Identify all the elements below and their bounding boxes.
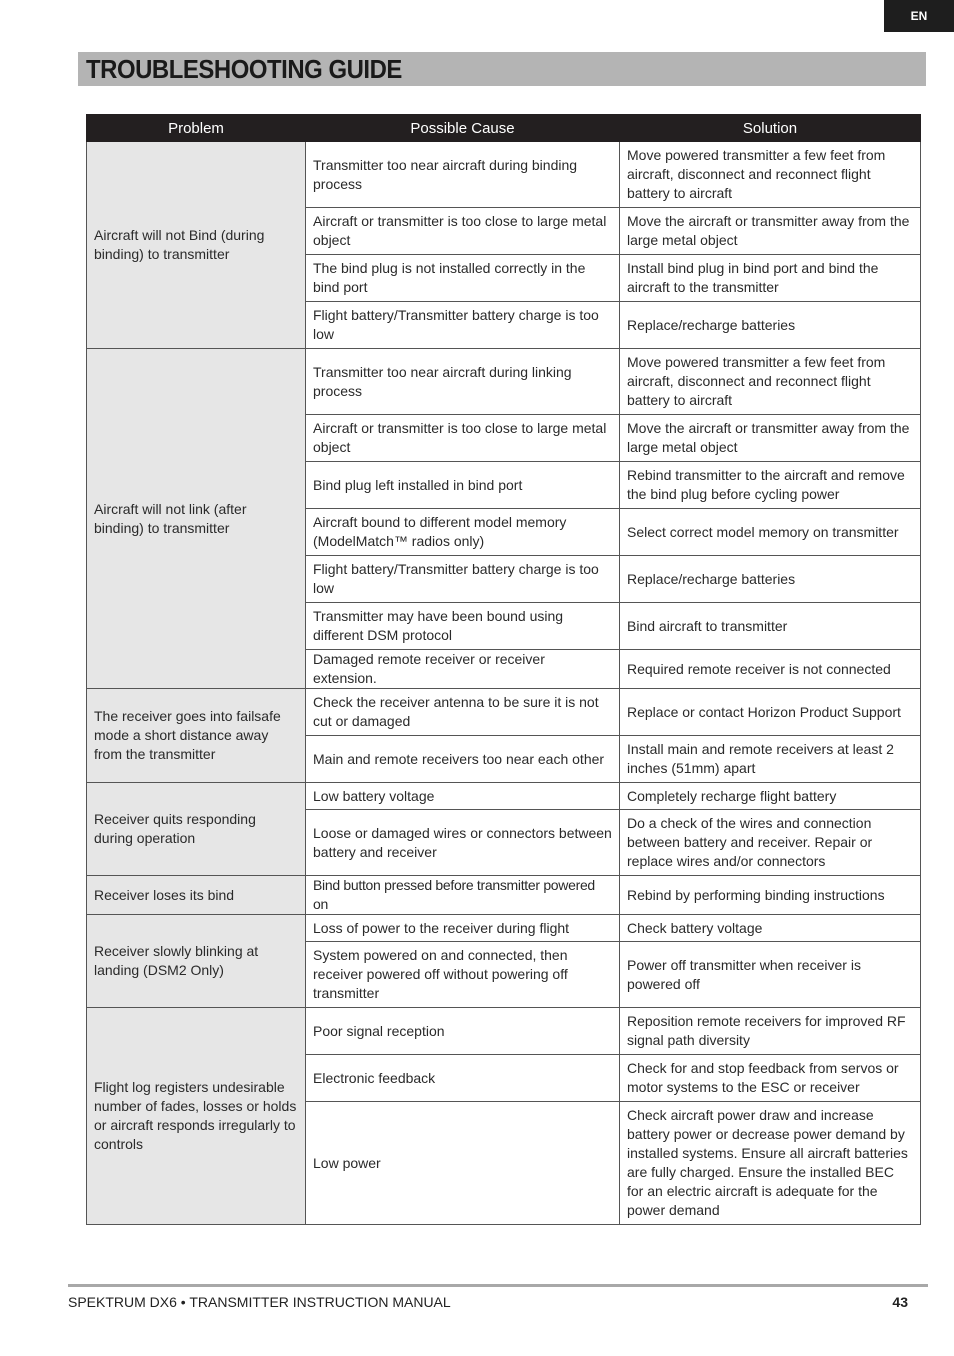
cause-cell: Transmitter too near aircraft during linking process [306, 349, 620, 415]
page-title: TROUBLESHOOTING GUIDE [86, 53, 402, 84]
cause-cell: Check the receiver antenna to be sure it is not cut or damaged [306, 689, 620, 736]
table-row [87, 876, 921, 915]
cause-cell: Transmitter may have been bound using different DSM protocol [306, 603, 620, 650]
solution-cell: Bind aircraft to transmitter [620, 603, 921, 650]
solution-cell: Move the aircraft or transmitter away from the large metal object [620, 208, 921, 255]
header-possible-cause: Possible Cause [306, 115, 620, 142]
solution-cell: Check battery voltage [620, 915, 921, 942]
solution-cell: Move powered transmitter a few feet from aircraft, disconnect and reconnect flight battery to aircraft [620, 142, 921, 208]
troubleshooting-table [86, 114, 921, 1225]
problem-cell: Receiver slowly blinking at landing (DSM2 Only) [87, 915, 306, 1008]
cause-cell: Bind button pressed before transmitter powered on [306, 876, 620, 915]
page-number: 43 [892, 1294, 908, 1310]
cause-cell: Aircraft bound to different model memory (ModelMatch™ radios only) [306, 509, 620, 556]
solution-cell: Required remote receiver is not connected [620, 650, 921, 689]
cause-cell: Transmitter too near aircraft during binding process [306, 142, 620, 208]
solution-cell: Check for and stop feedback from servos or motor systems to the ESC or receiver [620, 1055, 921, 1102]
problem-cell: Receiver quits responding during operation [87, 783, 306, 876]
table-row [87, 1008, 921, 1055]
header-problem: Problem [87, 115, 306, 142]
cause-cell: Flight battery/Transmitter battery charge is too low [306, 556, 620, 603]
problem-cell: Aircraft will not link (after binding) to transmitter [87, 349, 306, 689]
cause-cell: Electronic feedback [306, 1055, 620, 1102]
cause-cell: Loose or damaged wires or connectors between battery and receiver [306, 810, 620, 876]
solution-cell: Move powered transmitter a few feet from aircraft, disconnect and reconnect flight battery to aircraft [620, 349, 921, 415]
solution-cell: Rebind transmitter to the aircraft and remove the bind plug before cycling power [620, 462, 921, 509]
solution-cell: Replace/recharge batteries [620, 302, 921, 349]
solution-cell: Move the aircraft or transmitter away from the large metal object [620, 415, 921, 462]
solution-cell: Install main and remote receivers at least 2 inches (51mm) apart [620, 736, 921, 783]
table-row [87, 915, 921, 942]
solution-cell: Replace/recharge batteries [620, 556, 921, 603]
problem-cell: The receiver goes into failsafe mode a short distance away from the transmitter [87, 689, 306, 783]
table-row [87, 142, 921, 208]
header-solution: Solution [620, 115, 921, 142]
solution-cell: Completely recharge flight battery [620, 783, 921, 810]
problem-cell: Aircraft will not Bind (during binding) to transmitter [87, 142, 306, 349]
cause-cell: Aircraft or transmitter is too close to large metal object [306, 208, 620, 255]
title-bar [78, 52, 926, 86]
table-row [87, 349, 921, 415]
problem-cell: Flight log registers undesirable number of fades, losses or holds or aircraft responds irregularly to controls [87, 1008, 306, 1225]
cause-cell: Loss of power to the receiver during flight [306, 915, 620, 942]
solution-cell: Select correct model memory on transmitter [620, 509, 921, 556]
solution-cell: Rebind by performing binding instructions [620, 876, 921, 915]
solution-cell: Install bind plug in bind port and bind the aircraft to the transmitter [620, 255, 921, 302]
cause-cell: System powered on and connected, then receiver powered off without powering off transmitter [306, 942, 620, 1008]
cause-cell: Flight battery/Transmitter battery charge is too low [306, 302, 620, 349]
solution-cell: Check aircraft power draw and increase battery power or decrease power demand by installed systems. Ensure all aircraft batteries are fully charged. Ensure the installed BEC for an electric aircraft is adequate for the power demand [620, 1102, 921, 1225]
cause-cell: Aircraft or transmitter is too close to large metal object [306, 415, 620, 462]
solution-cell: Reposition remote receivers for improved RF signal path diversity [620, 1008, 921, 1055]
table-header-row [87, 115, 921, 142]
footer-divider [68, 1284, 928, 1287]
cause-cell: Main and remote receivers too near each other [306, 736, 620, 783]
table-row [87, 689, 921, 736]
cause-cell: The bind plug is not installed correctly in the bind port [306, 255, 620, 302]
cause-cell: Low power [306, 1102, 620, 1225]
solution-cell: Replace or contact Horizon Product Support [620, 689, 921, 736]
table-row [87, 783, 921, 810]
solution-cell: Do a check of the wires and connection between battery and receiver. Repair or replace wires and/or connectors [620, 810, 921, 876]
cause-cell: Bind plug left installed in bind port [306, 462, 620, 509]
language-tab: EN [884, 0, 954, 32]
problem-cell: Receiver loses its bind [87, 876, 306, 915]
cause-cell: Low battery voltage [306, 783, 620, 810]
cause-cell: Poor signal reception [306, 1008, 620, 1055]
footer-manual-title: SPEKTRUM DX6 • TRANSMITTER INSTRUCTION MANUAL [68, 1294, 451, 1310]
solution-cell: Power off transmitter when receiver is powered off [620, 942, 921, 1008]
cause-cell: Damaged remote receiver or receiver extension. [306, 650, 620, 689]
